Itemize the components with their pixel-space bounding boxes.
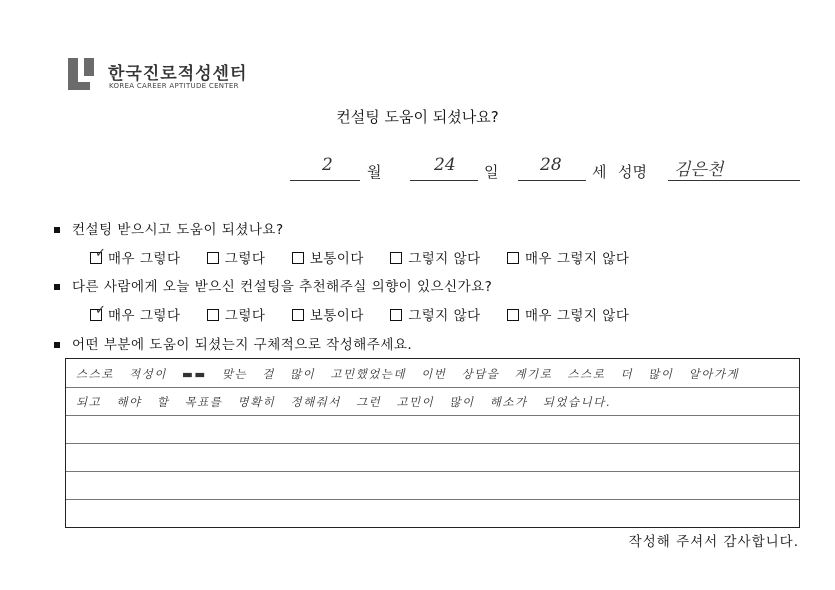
checkbox-icon[interactable] bbox=[390, 309, 402, 321]
question-2-text: 다른 사람에게 오늘 받으신 컨설팅을 추천해주실 의향이 있으신가요? bbox=[72, 279, 493, 295]
bullet-icon bbox=[54, 227, 60, 233]
name-value: 김은천 bbox=[674, 160, 724, 180]
bullet-icon bbox=[54, 342, 60, 348]
checkbox-icon[interactable] bbox=[207, 252, 219, 264]
question-2 bbox=[54, 275, 492, 295]
question-2-options bbox=[90, 304, 651, 324]
answer-line bbox=[66, 499, 799, 527]
q1-option-yes[interactable]: 그렇다 bbox=[207, 247, 266, 267]
checkbox-checked-icon[interactable]: ✓ bbox=[90, 252, 102, 264]
name-label: 성명 bbox=[618, 163, 647, 181]
info-row bbox=[0, 155, 835, 184]
q2-option-very-yes[interactable]: ✓ 매우 그렇다 bbox=[90, 304, 181, 324]
checkbox-icon[interactable] bbox=[207, 309, 219, 321]
question-3-text: 어떤 부분에 도움이 되셨는지 구체적으로 작성해주세요. bbox=[72, 337, 413, 353]
q1-option-no[interactable]: 그렇지 않다 bbox=[390, 247, 481, 267]
thanks-note: 작성해 주셔서 감사합니다. bbox=[628, 534, 799, 550]
q2-option-very-no[interactable]: 매우 그렇지 않다 bbox=[507, 304, 629, 324]
answer-line-text: 스스로 적성이 ▬▬ 맞는 걸 많이 고민했었는데 이번 상담을 계기로 스스로 더 많이 알아가게 bbox=[76, 367, 740, 381]
logo-mark bbox=[68, 58, 100, 90]
answer-line bbox=[66, 443, 799, 472]
age-unit: 세 bbox=[592, 163, 607, 181]
day-value: 24 bbox=[434, 155, 456, 175]
question-1 bbox=[54, 218, 284, 238]
answer-line bbox=[66, 471, 799, 500]
checkbox-checked-icon[interactable]: ✓ bbox=[90, 309, 102, 321]
checkbox-icon[interactable] bbox=[390, 252, 402, 264]
q1-option-neutral[interactable]: 보통이다 bbox=[292, 247, 364, 267]
month-field[interactable] bbox=[290, 155, 360, 181]
answer-line bbox=[66, 387, 799, 416]
question-1-text: 컨설팅 받으시고 도움이 되셨나요? bbox=[72, 222, 284, 238]
day-unit: 일 bbox=[484, 163, 499, 181]
question-1-options bbox=[90, 247, 651, 267]
q2-option-no[interactable]: 그렇지 않다 bbox=[390, 304, 481, 324]
name-field[interactable] bbox=[668, 160, 800, 181]
page-title: 컨설팅 도움이 되셨나요? bbox=[336, 108, 499, 126]
answer-line bbox=[66, 415, 799, 444]
org-name-en: KOREA CAREER APTITUDE CENTER bbox=[109, 82, 239, 90]
checkbox-icon[interactable] bbox=[507, 309, 519, 321]
answer-box[interactable] bbox=[65, 358, 800, 528]
q1-option-very-no[interactable]: 매우 그렇지 않다 bbox=[507, 247, 629, 267]
question-3 bbox=[54, 333, 412, 353]
day-field[interactable] bbox=[410, 155, 478, 181]
bullet-icon bbox=[54, 284, 60, 290]
month-unit: 월 bbox=[367, 163, 382, 181]
month-value: 2 bbox=[322, 155, 333, 175]
answer-line bbox=[66, 359, 799, 388]
q2-option-yes[interactable]: 그렇다 bbox=[207, 304, 266, 324]
checkbox-icon[interactable] bbox=[292, 252, 304, 264]
org-name-ko: 한국진로적성센터 bbox=[108, 64, 248, 84]
checkbox-icon[interactable] bbox=[507, 252, 519, 264]
age-field[interactable] bbox=[518, 155, 586, 181]
checkbox-icon[interactable] bbox=[292, 309, 304, 321]
age-value: 28 bbox=[540, 155, 562, 175]
q1-option-very-yes[interactable]: ✓ 매우 그렇다 bbox=[90, 247, 181, 267]
answer-line-text: 되고 해야 할 목표를 명확히 정해줘서 그런 고민이 많이 해소가 되었습니다. bbox=[76, 395, 611, 409]
q2-option-neutral[interactable]: 보통이다 bbox=[292, 304, 364, 324]
